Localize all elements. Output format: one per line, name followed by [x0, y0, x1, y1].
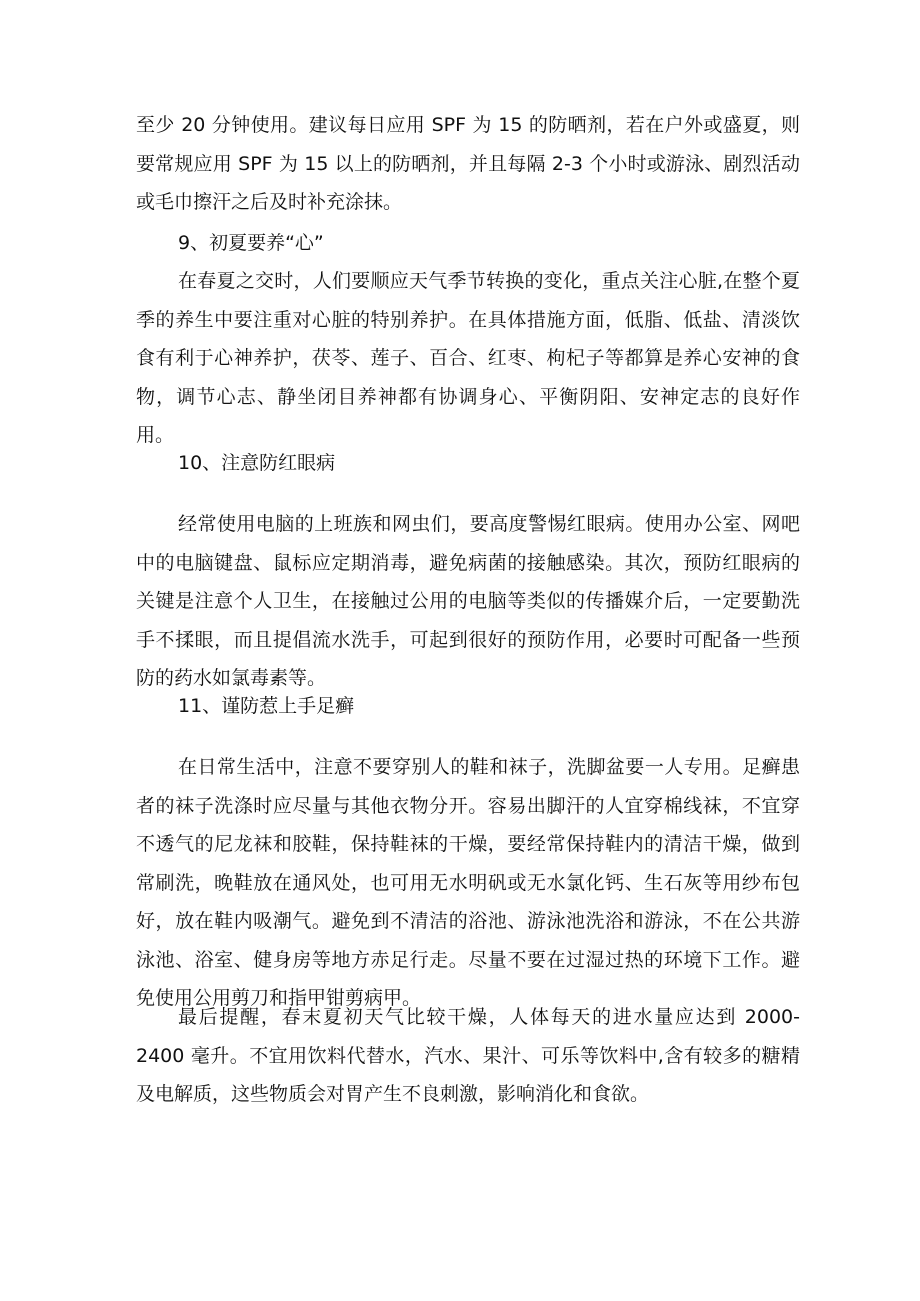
heading-red-eye: 10、注意防红眼病: [178, 452, 336, 474]
heading-athletes-foot: 11、谨防惹上手足癣: [178, 695, 355, 717]
paragraph-final-reminder: 最后提醒，春末夏初天气比较干燥，人体每天的进水量应达到 2000-2400 毫升。不宜用饮料代替水，汽水、果汁、可乐等饮料中,含有较多的糖精及电解质，这些物质会对胃产生不良刺激，影响消化和食欲。: [136, 1006, 800, 1105]
paragraph-sunscreen: 至少 20 分钟使用。建议每日应用 SPF 为 15 的防晒剂，若在户外或盛夏，则要常规应用 SPF 为 15 以上的防晒剂，并且每隔 2-3 个小时或游泳、剧烈活动或毛巾擦汗之后及时补充涂抹。: [136, 114, 800, 213]
heading-nourish-heart: 9、初夏要养“心”: [178, 232, 324, 254]
paragraph-heart-care: 在春夏之交时，人们要顺应天气季节转换的变化，重点关注心脏,在整个夏季的养生中要注重对心脏的特别养护。在具体措施方面，低脂、低盐、清淡饮食有利于心神养护，茯苓、莲子、百合、红枣、枸杞子等都算是养心安神的食物，调节心志、静坐闭目养神都有协调身心、平衡阴阳、安神定志的良好作用。: [136, 270, 800, 446]
paragraph-red-eye: 经常使用电脑的上班族和网虫们，要高度警惕红眼病。使用办公室、网吧中的电脑键盘、鼠标应定期消毒，避免病菌的接触感染。其次，预防红眼病的关键是注意个人卫生，在接触过公用的电脑等类似的传播媒介后，一定要勤洗手不揉眼，而且提倡流水洗手，可起到很好的预防作用，必要时可配备一些预防的药水如氯毒素等。: [136, 513, 800, 689]
paragraph-athletes-foot: 在日常生活中，注意不要穿别人的鞋和袜子，洗脚盆要一人专用。足癣患者的袜子洗涤时应尽量与其他衣物分开。容易出脚汗的人宜穿棉线袜，不宜穿不透气的尼龙袜和胶鞋，保持鞋袜的干燥，要经常保持鞋内的清洁干燥，做到常刷洗，晚鞋放在通风处，也可用无水明矾或无水氯化钙、生石灰等用纱布包好，放在鞋内吸潮气。避免到不清洁的浴池、游泳池洗浴和游泳，不在公共游泳池、浴室、健身房等地方赤足行走。尽量不要在过湿过热的环境下工作。避免使用公用剪刀和指甲钳剪病甲。: [136, 756, 800, 1009]
